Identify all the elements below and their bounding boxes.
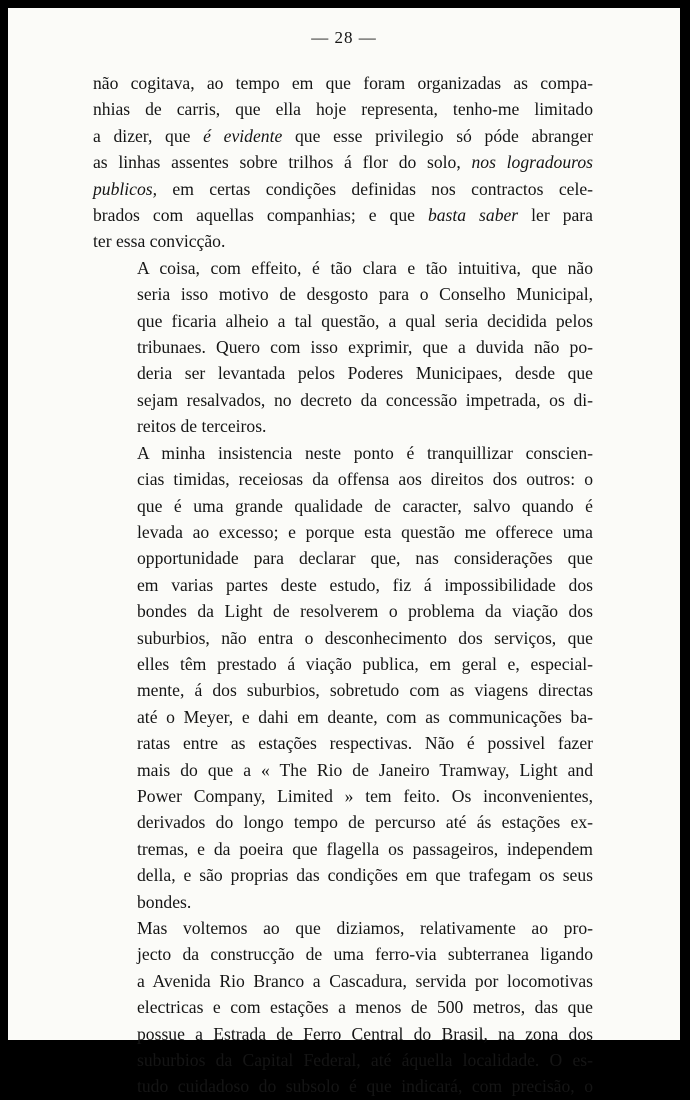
text-segment: tribunaes. Quero com isso exprimir, que a duvida não po-: [137, 337, 593, 358]
text-line: [93, 730, 593, 756]
text-segment: suburbios da Capital Federal, até áquella localidade. O es-: [137, 1050, 593, 1071]
text-line: [93, 96, 593, 122]
text-segment: tremas, e da poeira que flagella os passageiros, independem: [137, 838, 593, 859]
text-line: [93, 598, 593, 624]
text-segment: a dizer, que: [93, 125, 204, 146]
text-line: [93, 519, 593, 545]
text-segment: derivados do longo tempo de percurso até ás estações ex-: [137, 812, 593, 833]
text-line: [93, 994, 593, 1020]
paragraph: [93, 915, 593, 1100]
text-line: [93, 1073, 593, 1099]
text-segment: que é uma grande qualidade de caracter, salvo quando é: [137, 495, 593, 516]
paragraph: [93, 440, 593, 915]
text-segment: bondes.: [137, 891, 192, 912]
text-line: [93, 941, 593, 967]
text-segment: ler para: [518, 205, 593, 226]
text-segment: até o Meyer, e dahi em deante, com as communicações ba-: [137, 706, 593, 727]
text-line: [93, 308, 593, 334]
text-segment: A coisa, com effeito, é tão clara e tão intuitiva, que não: [137, 257, 593, 278]
text-segment: não cogitava, ao tempo em que foram organizadas as compa-: [93, 73, 593, 93]
text-segment: electricas e com estações a menos de 500 metros, das que: [137, 997, 593, 1018]
text-segment: em certas condições definidas nos contractos cele-: [157, 178, 593, 199]
paragraph: [93, 70, 593, 255]
text-line: [93, 123, 593, 149]
text-line: [93, 413, 593, 439]
book-page: [8, 8, 680, 1097]
text-segment: possue a Estrada de Ferro Central do Brasil, na zona dos: [137, 1023, 593, 1044]
text-segment: mais do que a « The Rio de Janeiro Tramway, Light and: [137, 759, 593, 780]
text-line: [93, 176, 593, 202]
text-segment: Mas voltemos ao que diziamos, relativamente ao pro-: [137, 918, 593, 938]
text-line: [93, 677, 593, 703]
text-line: [93, 572, 593, 598]
text-line: [93, 757, 593, 783]
text-segment: brados com aquellas companhias; e que: [93, 205, 428, 226]
text-line: [93, 334, 593, 360]
text-segment: que ficaria alheio a tal questão, a qual seria decidida pelos: [137, 310, 593, 331]
text-line: [93, 862, 593, 888]
emphasis-text: é evidente: [203, 125, 283, 146]
text-line: [93, 70, 593, 96]
text-line: [93, 889, 593, 915]
text-segment: cias timidas, receiosas da offensa aos direitos dos outros: o: [137, 469, 593, 490]
text-line: [93, 202, 593, 228]
text-line: [93, 915, 593, 941]
text-line: [93, 545, 593, 571]
text-line: [93, 387, 593, 413]
text-line: [93, 625, 593, 651]
text-segment: levada ao excesso; e porque esta questão me offerece uma: [137, 521, 593, 542]
text-line: [93, 466, 593, 492]
text-segment: reitos de terceiros.: [137, 416, 267, 437]
text-segment: em varias partes deste estudo, fiz á impossibilidade dos: [137, 574, 593, 595]
text-line: [93, 809, 593, 835]
text-line: [93, 228, 593, 254]
text-segment: ter essa convicção.: [93, 231, 226, 252]
text-line: [93, 968, 593, 994]
text-segment: jecto da construcção de uma ferro-via subterranea ligando: [137, 944, 593, 965]
text-line: [93, 149, 593, 175]
text-line: [93, 836, 593, 862]
text-segment: que esse privilegio só póde abranger: [282, 125, 593, 146]
text-line: [93, 281, 593, 307]
text-segment: as linhas assentes sobre trilhos á flor do solo,: [93, 152, 472, 173]
text-segment: suburbios, não entra o desconhecimento dos serviços, que: [137, 627, 593, 648]
text-segment: A minha insistencia neste ponto é tranquillizar conscien-: [137, 442, 593, 463]
text-segment: bondes da Light de resolverem o problema da viação dos: [137, 601, 593, 622]
text-segment: elles têm prestado á viação publica, em geral e, especial-: [137, 653, 593, 674]
text-line: [93, 783, 593, 809]
text-line: [93, 1021, 593, 1047]
text-segment: nhias de carris, que ella hoje representa, tenho-me limitado: [93, 99, 593, 120]
emphasis-text: nos logradouros: [471, 152, 593, 173]
text-segment: Power Company, Limited » tem feito. Os inconvenientes,: [137, 785, 593, 806]
text-line: [93, 493, 593, 519]
body-text: [93, 70, 593, 1100]
text-line: [93, 1047, 593, 1073]
text-segment: deria ser levantada pelos Poderes Municipaes, desde que: [137, 363, 593, 384]
text-segment: mente, á dos suburbios, sobretudo com as viagens directas: [137, 680, 593, 701]
text-segment: ratas entre as estações respectivas. Não é possivel fazer: [137, 733, 593, 754]
text-segment: sejam resalvados, no decreto da concessão impetrada, os di-: [137, 389, 593, 410]
text-segment: della, e são proprias das condições em que trafegam os seus: [137, 865, 593, 886]
text-line: [93, 255, 593, 281]
text-segment: seria isso motivo de desgosto para o Conselho Municipal,: [137, 284, 593, 305]
paragraph: [93, 255, 593, 440]
text-line: [93, 440, 593, 466]
text-line: [93, 704, 593, 730]
emphasis-text: publicos,: [93, 178, 158, 199]
emphasis-text: basta saber: [427, 205, 519, 226]
page-number: — 28 —: [311, 28, 377, 47]
text-segment: a Avenida Rio Branco a Cascadura, servida por locomotivas: [137, 970, 593, 991]
text-line: [93, 651, 593, 677]
text-segment: opportunidade para declarar que, nas considerações que: [137, 548, 593, 569]
text-line: [93, 360, 593, 386]
text-segment: tudo cuidadoso do subsolo é que indicará, com precisão, o: [137, 1076, 593, 1097]
